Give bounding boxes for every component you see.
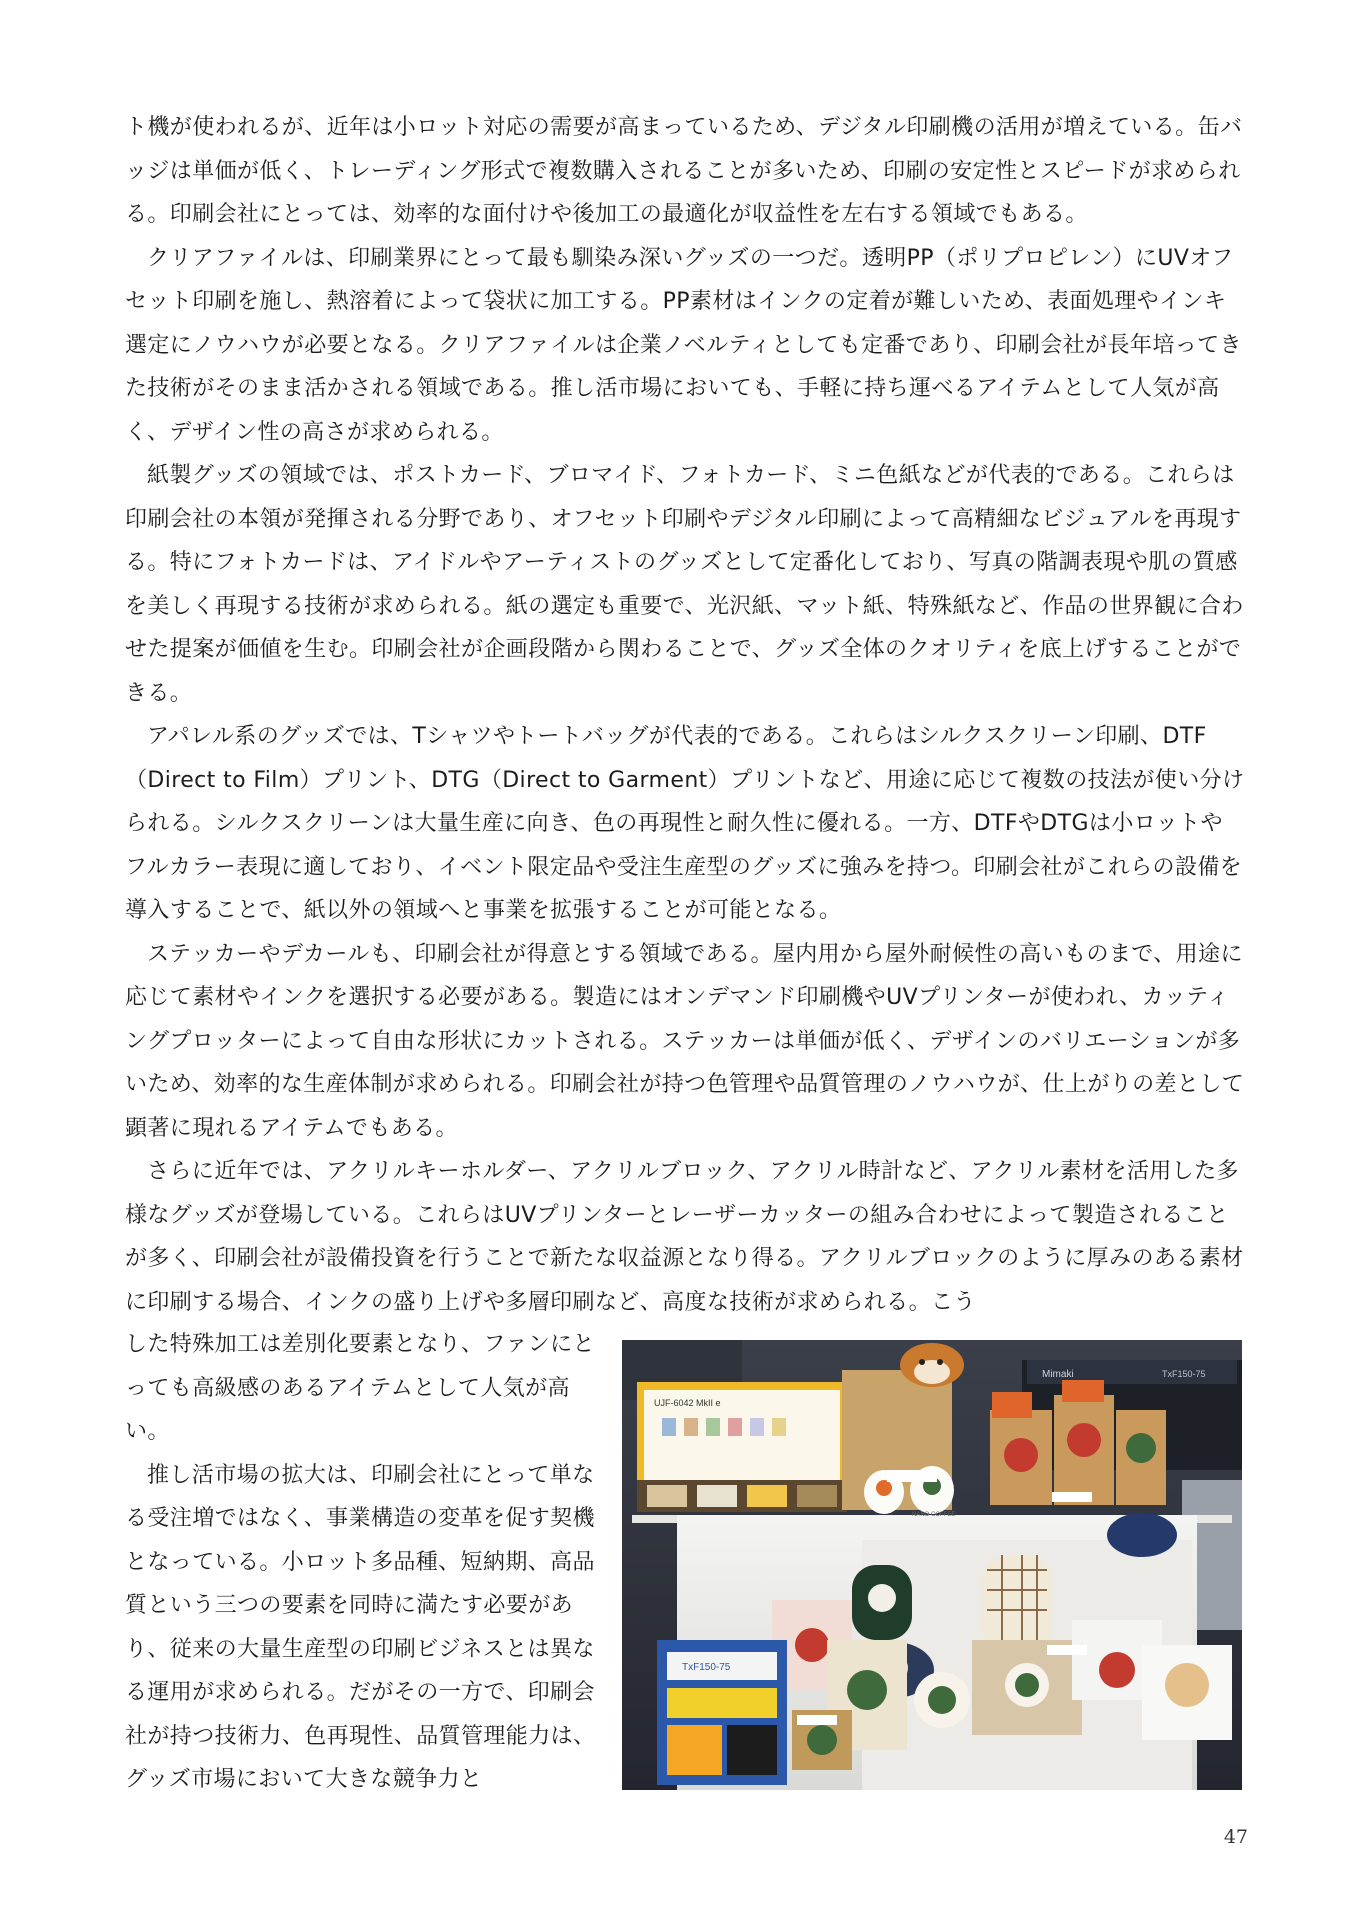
page-number: 47 xyxy=(1223,1826,1248,1848)
printer-brand-label: Mimaki xyxy=(1042,1369,1074,1380)
poster-model-label: TxF150-75 xyxy=(682,1662,731,1673)
mug-brand-label: NANO COFFEE xyxy=(912,1512,956,1518)
body-paragraph: ステッカーやデカールも、印刷会社が得意とする領域である。屋内用から屋外耐候性の高いものまで、用途に応じて素材やインクを選択する必要がある。製造にはオンデマンド印刷機やUVプリンターが使われ、カッティングプロッターによって自由な形状にカットされる。ステッカーは単価が低く、デザインのバリエーションが多いため、効率的な生産体制が求められる。印刷会社が持つ色管理や品質管理のノウハウが、仕上がりの差として顕著に現れるアイテムでもある。 xyxy=(125,941,1245,1141)
body-paragraph: さらに近年では、アクリルキーホルダー、アクリルブロック、アクリル時計など、アクリル素材を活用した多様なグッズが登場している。これらはUVプリンターとレーザーカッターの組み合わせによって製造されることが多く、印刷会社が設備投資を行うことで新たな収益源となり得る。アクリルブロックのように厚みのある素材に印刷する場合、インクの盛り上げや多層印刷など、高度な技術が求められる。こう xyxy=(125,1159,1244,1315)
body-paragraph: クリアファイルは、印刷業界にとって最も馴染み深いグッズの一つだ。透明PP（ポリプロピレン）にUVオフセット印刷を施し、熱溶着によって袋状に加工する。PP素材はインクの定着が難しいため、表面処理やインキ選定にノウハウが必要となる。クリアファイルは企業ノベルティとしても定番であり、印刷会社が長年培ってきた技術がそのまま活かされる領域である。推し活市場においても、手軽に持ち運べるアイテムとして人気が高く、デザイン性の高さが求められる。 xyxy=(125,245,1242,445)
body-paragraph: した特殊加工は差別化要素となり、ファンにとっても高級感のあるアイテムとして人気が高い。 xyxy=(125,1332,595,1444)
body-paragraph: ト機が使われるが、近年は小ロット対応の需要が高まっているため、デジタル印刷機の活用が増えている。缶バッジは単価が低く、トレーディング形式で複数購入されることが多いため、印刷の安定性とスピードが求められる。印刷会社にとっては、効率的な面付けや後加工の最適化が収益性を左右する領域でもある。 xyxy=(125,115,1243,227)
machine-box-label: UJF-6042 MkII e xyxy=(654,1398,721,1408)
exhibition-photo xyxy=(622,1340,1242,1790)
body-paragraph: 推し活市場の拡大は、印刷会社にとって単なる受注増ではなく、事業構造の変革を促す契機となっている。小ロット多品種、短納期、高品質という三つの要素を同時に満たす必要があり、従来の大量生産型の印刷ビジネスとは異なる運用が求められる。だがその一方で、印刷会社が持つ技術力、色再現性、品質管理能力は、グッズ市場において大きな競争力と xyxy=(125,1462,596,1792)
main-body-text xyxy=(125,106,1245,1324)
body-paragraph: 紙製グッズの領域では、ポストカード、ブロマイド、フォトカード、ミニ色紙などが代表的である。これらは印刷会社の本領が発揮される分野であり、オフセット印刷やデジタル印刷によって高精細なビジュアルを再現する。特にフォトカードは、アイドルやアーティストのグッズとして定番化しており、写真の階調表現や肌の質感を美しく再現する技術が求められる。紙の選定も重要で、光沢紙、マット紙、特殊紙など、作品の世界観に合わせた提案が価値を生む。印刷会社が企画段階から関わることで、グッズ全体のクオリティを底上げすることができる。 xyxy=(125,463,1244,706)
printer-model-label: TxF150-75 xyxy=(1162,1369,1206,1379)
exhibition-booth-illustration xyxy=(622,1340,1242,1790)
body-paragraph: アパレル系のグッズでは、Tシャツやトートバッグが代表的である。これらはシルクスクリーン印刷、DTF（Direct to Film）プリント、DTG（Direct to Garment）プリントなど、用途に応じて複数の技法が使い分けられる。シルクスクリーンは大量生産に向き、色の再現性と耐久性に優れる。一方、DTFやDTGは小ロットやフルカラー表現に適しており、イベント限定品や受注生産型のグッズに強みを持つ。印刷会社がこれらの設備を導入することで、紙以外の領域へと事業を拡張することが可能となる。 xyxy=(125,724,1245,923)
side-column-text xyxy=(125,1323,603,1802)
